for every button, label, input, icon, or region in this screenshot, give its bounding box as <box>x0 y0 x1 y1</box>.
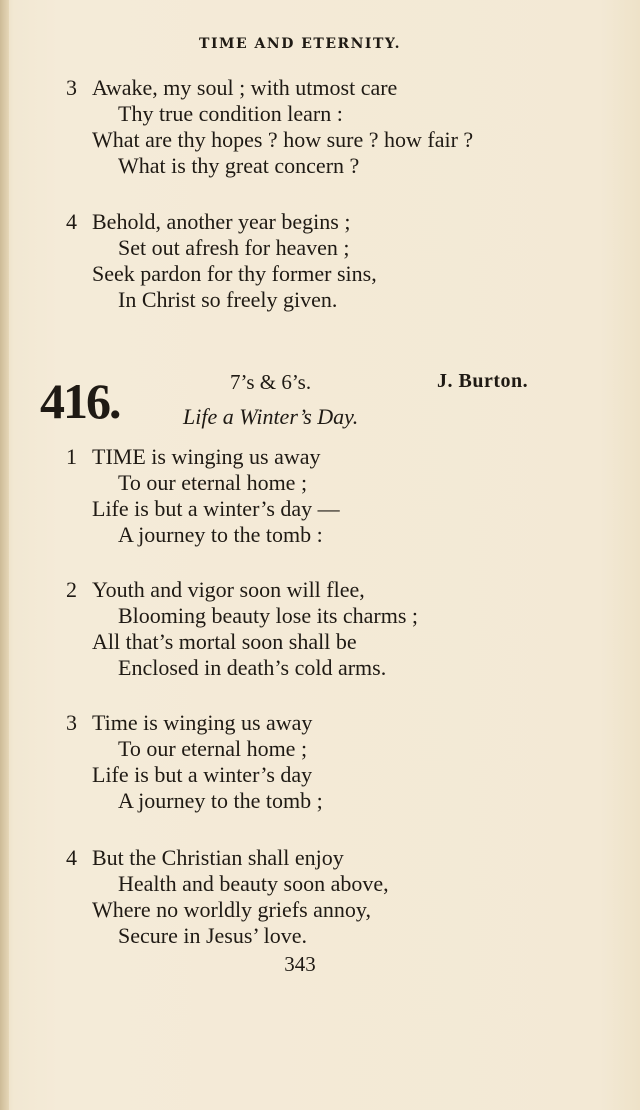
page-number: 343 <box>284 952 316 976</box>
stanza-line: In Christ so freely given. <box>118 287 338 312</box>
hymn-number: 416. <box>40 373 120 429</box>
stanza-number: 3 <box>66 75 77 100</box>
hymn-stanza-3 <box>66 710 323 814</box>
stanza-line: What is thy great concern ? <box>118 153 360 178</box>
stanza-line: Set out afresh for heaven ; <box>118 235 350 260</box>
stanza-line: Where no worldly griefs annoy, <box>92 897 371 922</box>
stanza-line: 3 Time is winging us away <box>66 710 313 735</box>
hymn-meter: 7’s & 6’s. <box>230 370 312 394</box>
stanza-line: To our eternal home ; <box>118 736 308 761</box>
stanza-line: 4 Behold, another year begins ; <box>66 209 351 234</box>
stanza-line: 2 Youth and vigor soon will flee, <box>66 577 365 602</box>
stanza-line: A journey to the tomb : <box>118 522 323 547</box>
stanza-line: Secure in Jesus’ love. <box>118 923 307 948</box>
stanza-line: All that’s mortal soon shall be <box>92 629 357 654</box>
stanza-number: 1 <box>66 444 77 469</box>
hymn-title: Life a Winter’s Day. <box>183 404 359 429</box>
stanza-line: 1 TIME is winging us away <box>66 444 321 469</box>
page-gutter <box>0 0 9 1110</box>
stanza-line: Life is but a winter’s day <box>92 762 313 787</box>
stanza-number: 4 <box>66 845 77 870</box>
stanza-line: Health and beauty soon above, <box>118 871 389 896</box>
prev-stanza-4 <box>66 209 377 313</box>
hymn-stanza-2 <box>66 577 418 681</box>
prev-stanza-3 <box>66 75 473 179</box>
stanza-number: 4 <box>66 209 77 234</box>
stanza-line: Blooming beauty lose its charms ; <box>118 603 419 628</box>
hymn-stanza-1 <box>66 444 340 548</box>
stanza-line: To our eternal home ; <box>118 470 308 495</box>
stanza-number: 2 <box>66 577 77 602</box>
stanza-line: What are thy hopes ? how sure ? how fair ? <box>92 127 474 152</box>
hymn-stanza-4 <box>66 845 389 949</box>
stanza-line: Thy true condition learn : <box>118 101 343 126</box>
stanza-line: Enclosed in death’s cold arms. <box>118 655 387 680</box>
stanza-number: 3 <box>66 710 77 735</box>
running-head: TIME AND ETERNITY. <box>199 36 401 52</box>
stanza-line: A journey to the tomb ; <box>118 788 323 813</box>
stanza-line: Seek pardon for thy former sins, <box>92 261 377 286</box>
stanza-line: Life is but a winter’s day — <box>92 496 340 521</box>
stanza-line: 4 But the Christian shall enjoy <box>66 845 344 870</box>
stanza-line: 3 Awake, my soul ; with utmost care <box>66 75 398 100</box>
hymn-author: J. Burton. <box>437 370 529 392</box>
